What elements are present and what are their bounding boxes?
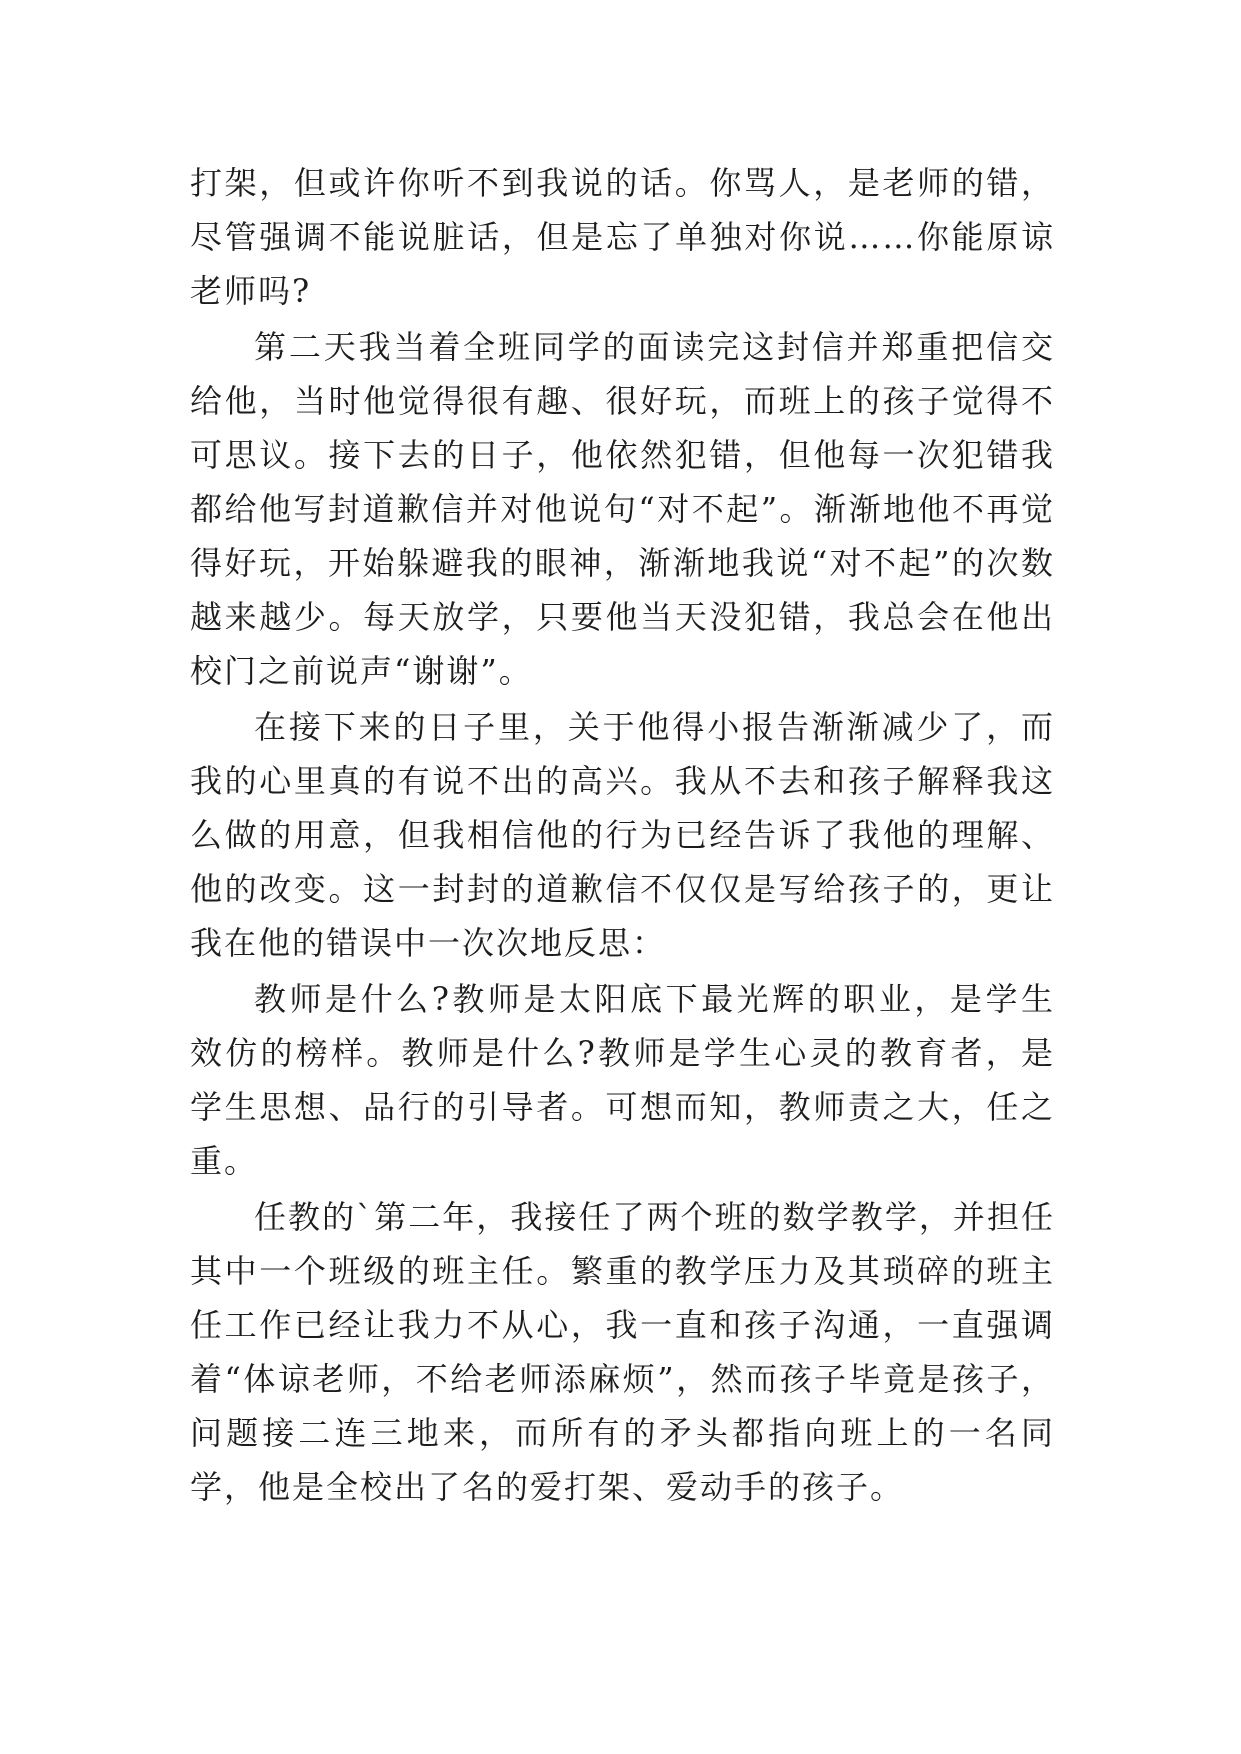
paragraph-4: 教师是什么?教师是太阳底下最光辉的职业，是学生效仿的榜样。教师是什么?教师是学生心灵的教育者，是学生思想、品行的引导者。可想而知，教师责之大，任之重。 [190,980,1055,1180]
paragraph-1: 打架，但或许你听不到我说的话。你骂人，是老师的错，尽管强调不能说脏话，但是忘了单独对你说……你能原谅老师吗? [190,164,1055,310]
paragraph-2: 第二天我当着全班同学的面读完这封信并郑重把信交给他，当时他觉得很有趣、很好玩，而班上的孩子觉得不可思议。接下去的日子，他依然犯错，但他每一次犯错我都给他写封道歉信并对他说句“对不起”。渐渐地他不再觉得好玩，开始躲避我的眼神，渐渐地我说“对不起”的次数越来越少。每天放学，只要他当天没犯错，我总会在他出校门之前说声“谢谢”。 [190,328,1055,690]
paragraph-5: 任教的`第二年，我接任了两个班的数学教学，并担任其中一个班级的班主任。繁重的教学压力及其琐碎的班主任工作已经让我力不从心，我一直和孩子沟通，一直强调着“体谅老师，不给老师添麻烦”，然而孩子毕竟是孩子，问题接二连三地来，而所有的矛头都指向班上的一名同学，他是全校出了名的爱打架、爱动手的孩子。 [190,1198,1055,1506]
paragraph-3: 在接下来的日子里，关于他得小报告渐渐减少了，而我的心里真的有说不出的高兴。我从不去和孩子解释我这么做的用意，但我相信他的行为已经告诉了我他的理解、他的改变。这一封封的道歉信不仅仅是写给孩子的，更让我在他的错误中一次次地反思： [190,708,1055,962]
document-body [190,156,1055,1516]
